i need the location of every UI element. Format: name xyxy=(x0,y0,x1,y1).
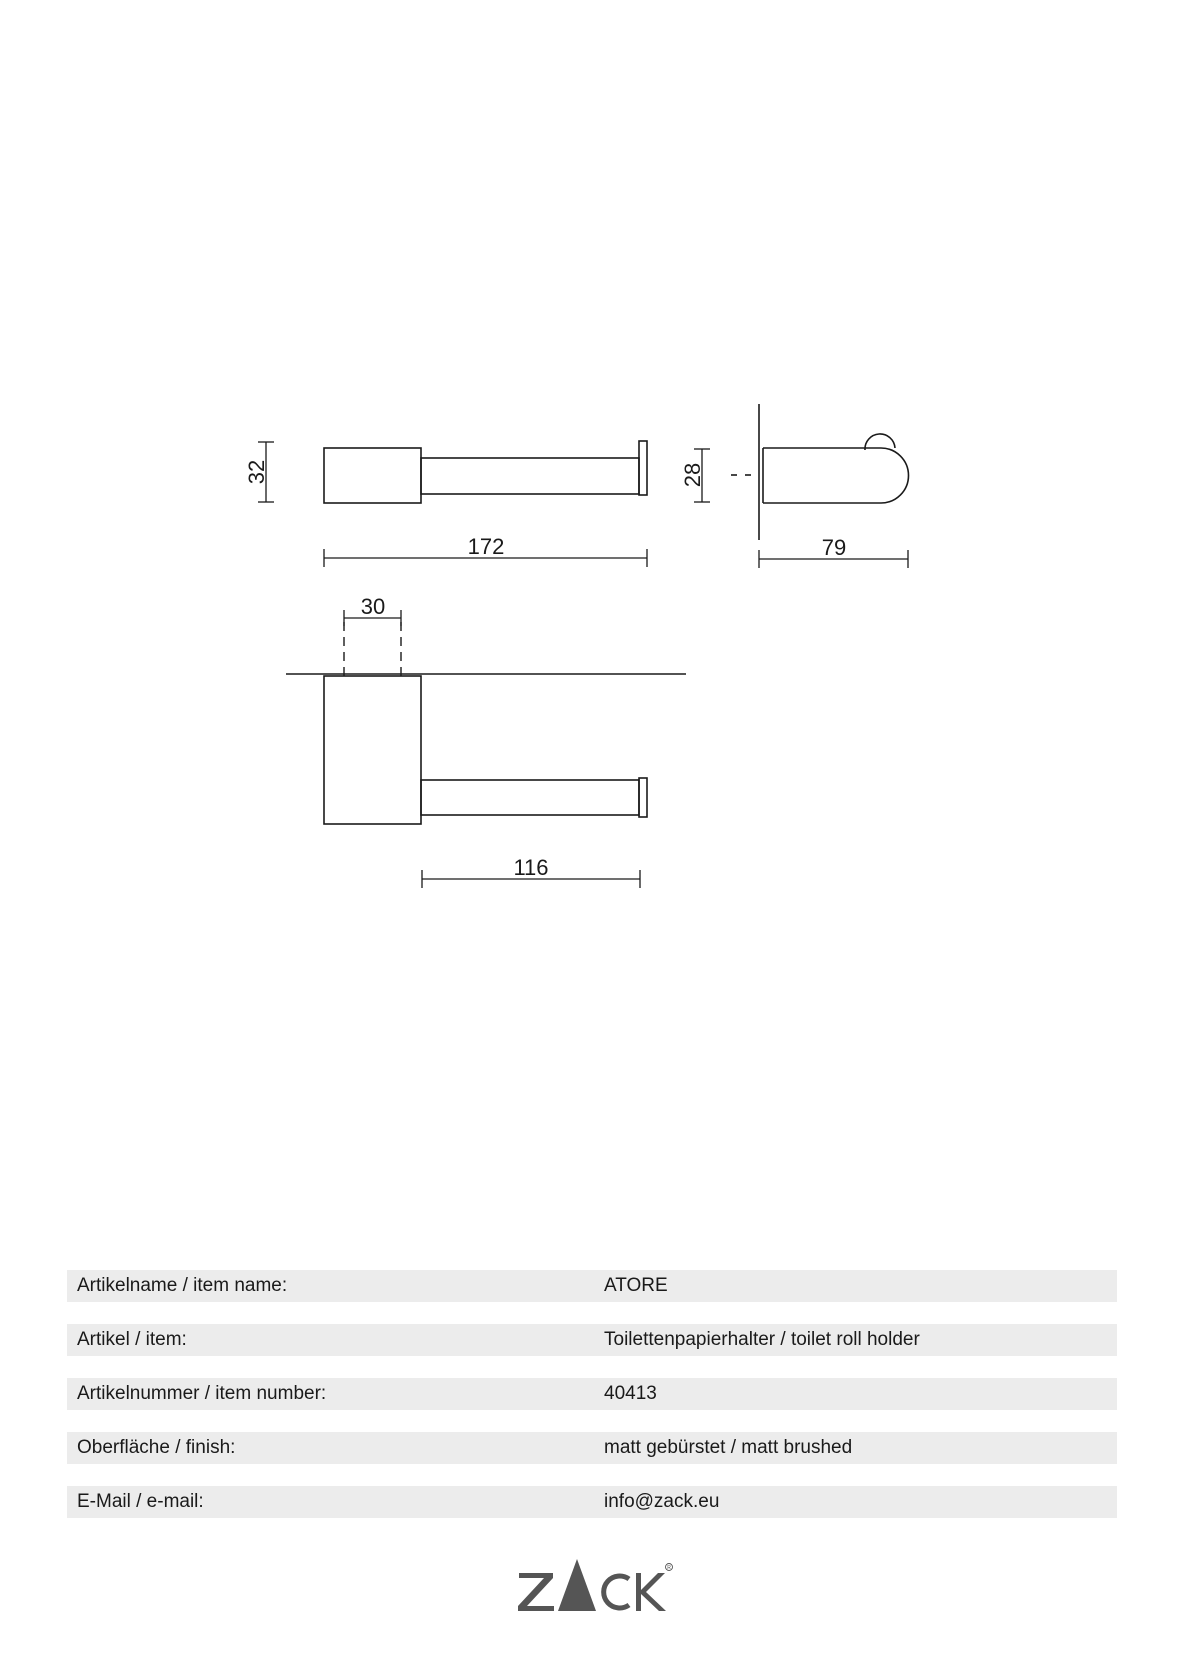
dimension-label-116: 116 xyxy=(513,855,549,880)
spec-label: Oberfläche / finish: xyxy=(77,1437,236,1458)
top-view-base xyxy=(324,676,421,824)
spec-value: Toilettenpapierhalter / toilet roll holder xyxy=(604,1329,920,1350)
spec-label: Artikel / item: xyxy=(77,1329,187,1350)
side-view-body xyxy=(763,448,908,503)
front-view-base xyxy=(324,448,421,503)
dimension-label-28: 28 xyxy=(680,462,705,488)
spec-row-finish xyxy=(67,1432,1117,1464)
spec-label: Artikelname / item name: xyxy=(77,1275,288,1296)
dimension-height-front xyxy=(244,442,274,502)
dimension-label-30: 30 xyxy=(360,594,386,619)
spec-label: Artikelnummer / item number: xyxy=(77,1383,327,1404)
dimension-height-side xyxy=(680,449,710,502)
dimension-label-79: 79 xyxy=(821,535,847,560)
front-view-end-cap xyxy=(639,441,647,495)
dimension-arm-top xyxy=(422,855,640,888)
top-view xyxy=(286,622,686,824)
dimension-label-32: 32 xyxy=(244,459,269,485)
spec-row-email xyxy=(67,1486,1117,1518)
spec-value: 40413 xyxy=(604,1383,657,1404)
dimension-length-front xyxy=(324,534,647,567)
spec-value: ATORE xyxy=(604,1275,668,1296)
side-view xyxy=(731,404,908,540)
spec-value: matt gebürstet / matt brushed xyxy=(604,1437,853,1458)
zack-logo xyxy=(515,1555,675,1615)
dimension-label-172: 172 xyxy=(467,534,505,559)
svg-text:R: R xyxy=(667,1565,671,1571)
front-view xyxy=(324,441,647,503)
spec-table xyxy=(67,1270,1117,1540)
spec-label: E-Mail / e-mail: xyxy=(77,1491,204,1512)
spec-row-item-number xyxy=(67,1378,1117,1410)
dimension-width-top xyxy=(344,594,401,626)
spec-row-item xyxy=(67,1324,1117,1356)
top-view-arm xyxy=(421,780,639,815)
spec-value: info@zack.eu xyxy=(604,1491,720,1512)
front-view-arm xyxy=(421,458,639,494)
top-view-end-cap xyxy=(639,778,647,817)
dimension-depth-side xyxy=(759,535,908,568)
spec-row-item-name xyxy=(67,1270,1117,1302)
